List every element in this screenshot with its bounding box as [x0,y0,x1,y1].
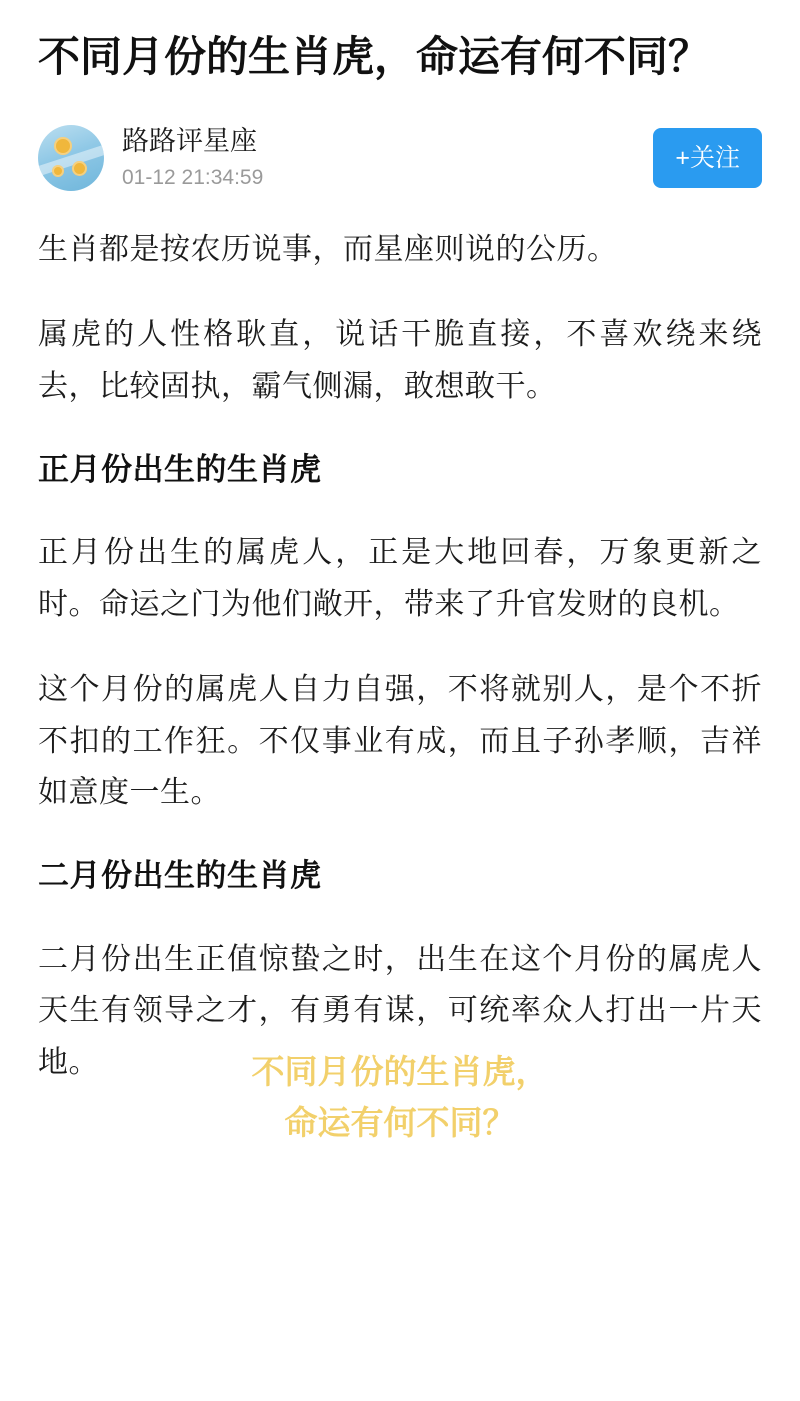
article-subheading: 正月份出生的生肖虎 [38,451,322,487]
watermark-line-1: 不同月份的生肖虎， [251,1053,549,1090]
avatar[interactable] [38,125,104,191]
article-paragraph: 正月份出生的属虎人，正是大地回春，万象更新之时。命运之门为他们敞开，带来了升官发财的良机。 [38,536,762,621]
follow-button[interactable]: +关注 [653,128,762,188]
avatar-decoration [54,137,72,155]
byline-text [122,125,653,190]
page-title: 不同月份的生肖虎，命运有何不同？ [38,33,711,80]
article-paragraph: 这个月份的属虎人自力自强，不将就别人，是个不折不扣的工作狂。不仅事业有成，而且子孙孝顺，吉祥如意度一生。 [38,673,762,810]
article-paragraph: 属虎的人性格耿直，说话干脆直接，不喜欢绕来绕去，比较固执，霸气侧漏，敢想敢干。 [38,318,762,403]
publish-time: 01-12 21:34:59 [122,166,264,190]
article-paragraph: 二月份出生正值惊蛰之时，出生在这个月份的属虎人天生有领导之才，有勇有谋，可统率众人打出一片天地。 [38,942,762,1079]
article-paragraph: 生肖都是按农历说事，而星座则说的公历。 [38,232,618,266]
avatar-decoration [52,165,64,177]
author-name[interactable]: 路路评星座 [122,126,257,157]
avatar-decoration [72,161,87,176]
watermark-line-2: 命运有何不同？ [284,1104,516,1142]
article-subheading: 二月份出生的生肖虎 [38,858,322,893]
byline [38,122,762,194]
article-body [38,224,762,1089]
